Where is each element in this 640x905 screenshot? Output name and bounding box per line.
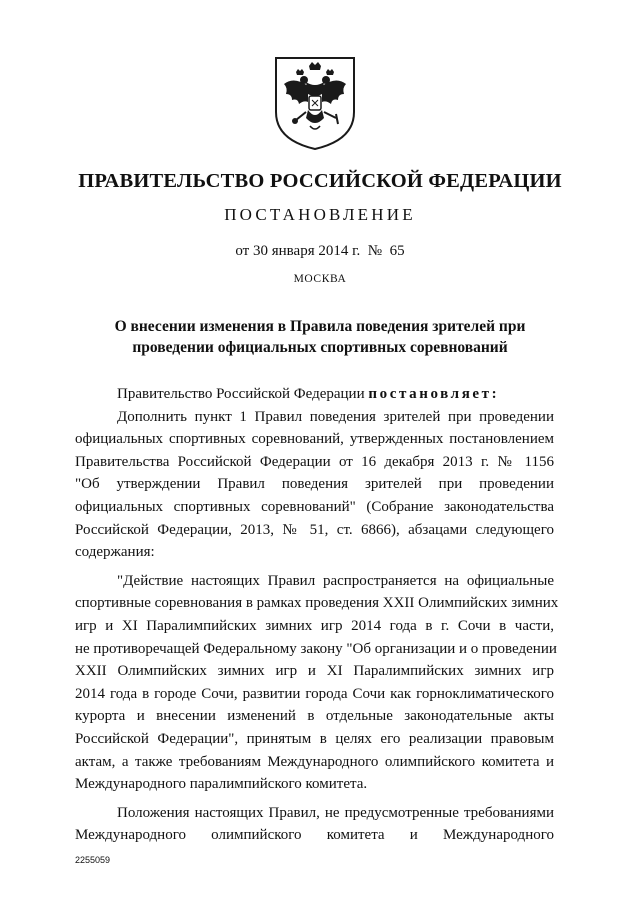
paragraph-line: официальных спортивных соревнований, утвержденных постановлением — [75, 431, 554, 448]
paragraph-line: актам, а также требованиям Международного олимпийского комитета и — [75, 753, 554, 770]
document-body — [75, 383, 559, 847]
intro-verb: постановляет: — [368, 386, 500, 402]
subject-line: проведении официальных спортивных соревнований — [132, 339, 508, 356]
paragraph-line: Дополнить пункт 1 Правил поведения зрителей при проведении — [117, 408, 554, 425]
document-code: 2255059 — [75, 855, 111, 865]
paragraph-line: курорта и внесении изменений в отдельные законодательные акты — [75, 708, 554, 725]
paragraph-line: игр и XI Паралимпийских зимних игр 2014 года в г. Сочи в части, — [75, 617, 554, 634]
document-city: МОСКВА — [293, 273, 347, 285]
paragraph-line: содержания: — [75, 544, 155, 561]
paragraph-line: "Действие настоящих Правил распространяется на официальные — [117, 572, 554, 589]
paragraph-line: спортивные соревнования в рамках проведения XXII Олимпийских зимних — [75, 595, 559, 612]
intro-prefix: Правительство Российской Федерации — [117, 386, 369, 402]
intro-line — [75, 383, 554, 406]
paragraph-line: XXII Олимпийских зимних игр и XI Паралимпийских зимних игр — [75, 663, 554, 680]
document-date-number: от 30 января 2014 г. № 65 — [235, 243, 405, 259]
paragraph-line: 2014 года в городе Сочи, развитии города Сочи как горноклиматического — [75, 685, 554, 702]
document-subject — [90, 316, 550, 358]
paragraph-line: Российской Федерации", принятым в целях его реализации правовым — [75, 730, 554, 747]
paragraph-line: Правительства Российской Федерации от 16 декабря 2013 г. № 1156 — [75, 453, 554, 470]
coat-of-arms-icon — [272, 54, 358, 152]
paragraph-line: Международного паралимпийского комитета. — [75, 776, 368, 793]
document-type: ПОСТАНОВЛЕНИЕ — [224, 205, 416, 224]
government-title: ПРАВИТЕЛЬСТВО РОССИЙСКОЙ ФЕДЕРАЦИИ — [78, 170, 562, 192]
paragraph-line: официальных спортивных соревнований" (Собрание законодательства — [75, 498, 554, 515]
paragraph-line: "Об утверждении Правил поведения зрителей при проведении — [75, 476, 554, 493]
subject-line: О внесении изменения в Правила поведения зрителей при — [114, 318, 526, 335]
paragraph-line: Положения настоящих Правил, не предусмотренные требованиями — [117, 804, 554, 821]
paragraph-line: не противоречащей Федеральному закону "Об организации и о проведении — [75, 640, 557, 657]
paragraph-line: Международного олимпийского комитета и Международного — [75, 827, 554, 844]
paragraph-line: Российской Федерации, 2013, № 51, ст. 6866), абзацами следующего — [75, 521, 554, 538]
